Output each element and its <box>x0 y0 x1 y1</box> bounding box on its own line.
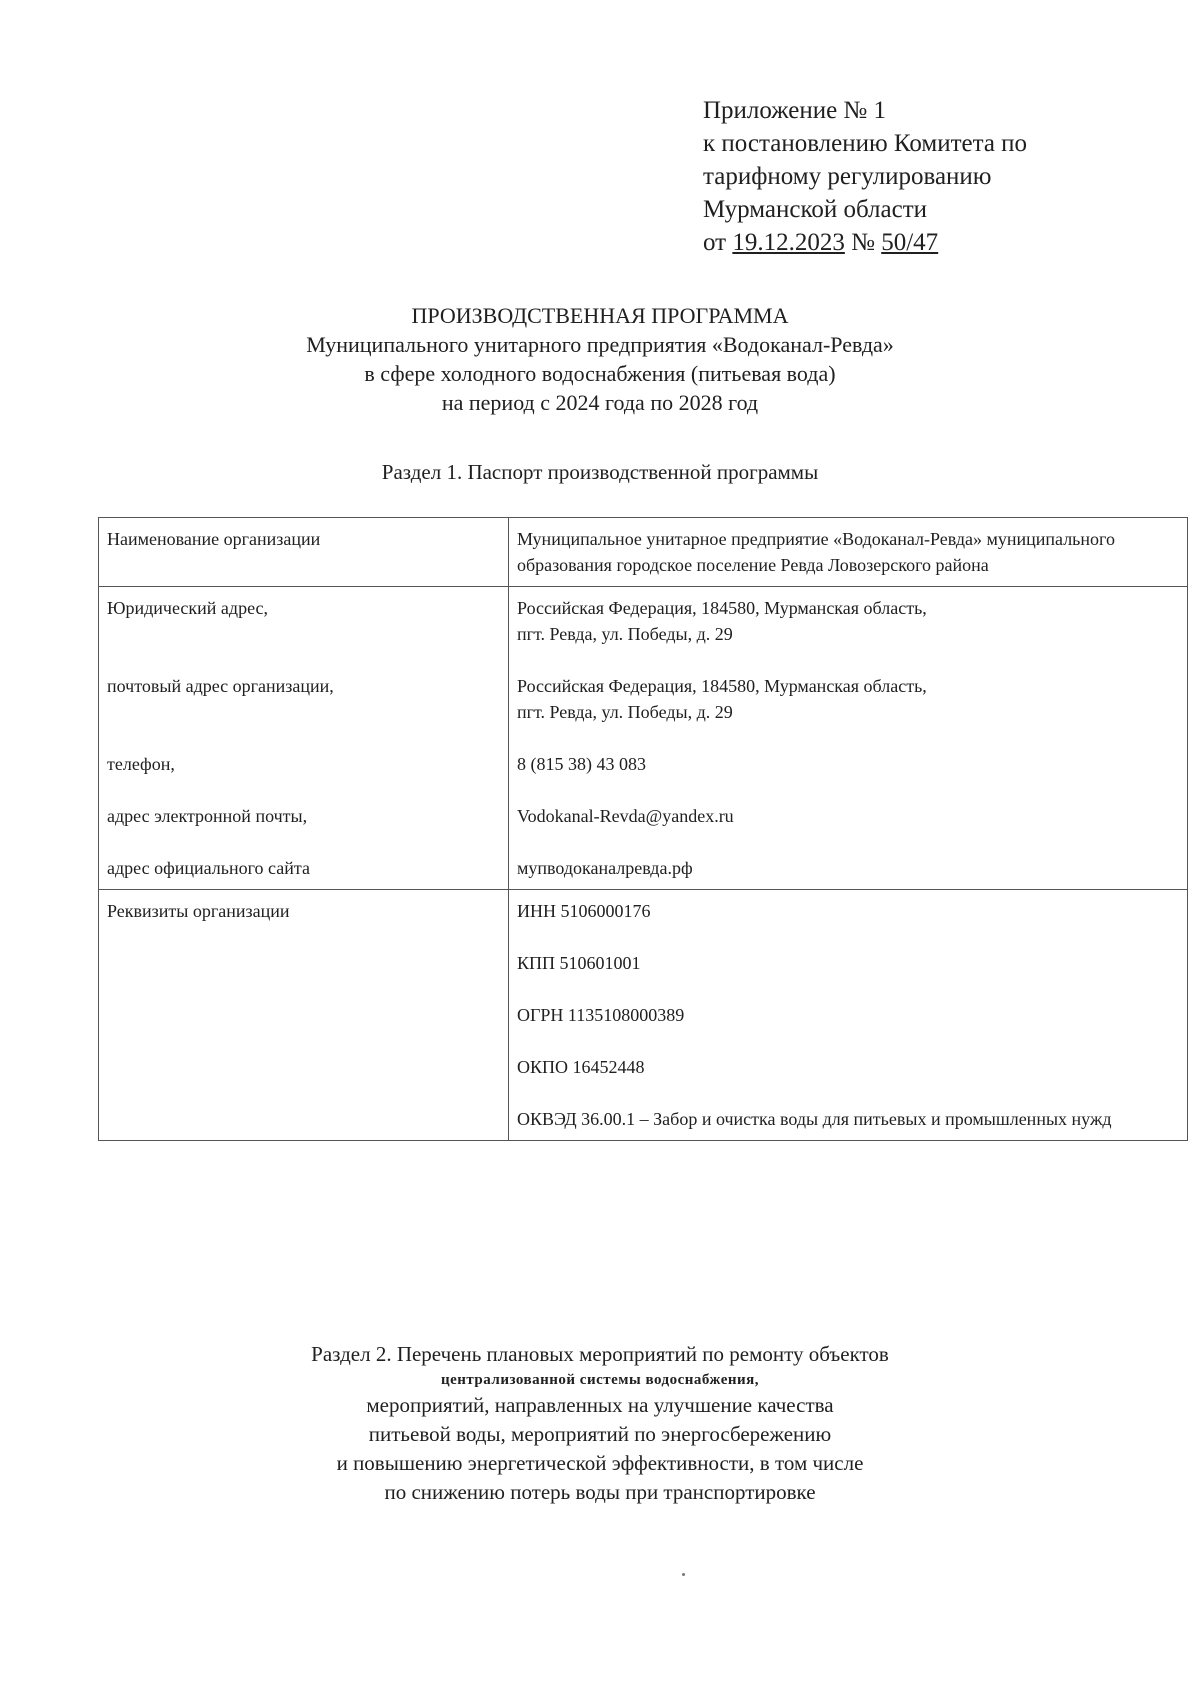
postal-address-label: почтовый адрес организации, <box>107 676 334 696</box>
kpp-value: КПП 510601001 <box>517 953 641 973</box>
table-row <box>99 518 1188 587</box>
section-2-line-1: Раздел 2. Перечень плановых мероприятий по ремонту объектов <box>311 1342 889 1366</box>
legal-address-value-1: Российская Федерация, 184580, Мурманская область, <box>517 598 927 618</box>
appendix-number: 50/47 <box>881 229 939 256</box>
site-label: адрес официального сайта <box>107 858 310 878</box>
scan-speck <box>682 1573 685 1576</box>
title-line-4: на период с 2024 года по 2028 год <box>441 390 759 415</box>
postal-address-value-1: Российская Федерация, 184580, Мурманская область, <box>517 676 927 696</box>
legal-address-label: Юридический адрес, <box>107 598 268 618</box>
phone-label: телефон, <box>107 754 175 774</box>
appendix-date-line <box>703 226 1027 259</box>
legal-address-value-2: пгт. Ревда, ул. Победы, д. 29 <box>517 624 733 644</box>
appendix-header <box>703 94 1027 259</box>
appendix-line-2: к постановлению Комитета по <box>703 130 1028 157</box>
appendix-title: Приложение № 1 <box>703 97 887 124</box>
section-2-line-2: централизованной системы водоснабжения, <box>440 1372 760 1388</box>
title-line-1: ПРОИЗВОДСТВЕННАЯ ПРОГРАММА <box>411 303 789 328</box>
org-name-value: Муниципальное унитарное предприятие «Водоканал-Ревда» муниципального образования городское поселение Ревда Ловозерского района <box>509 518 1188 587</box>
title-line-2: Муниципального унитарного предприятия «Водоканал-Ревда» <box>306 332 894 357</box>
section-2-line-4: питьевой воды, мероприятий по энергосбережению <box>368 1422 832 1446</box>
number-prefix: № <box>844 229 882 256</box>
phone-value: 8 (815 38) 43 083 <box>517 754 646 774</box>
okpo-value: ОКПО 16452448 <box>517 1057 645 1077</box>
table-row <box>99 587 1188 890</box>
email-label: адрес электронной почты, <box>107 806 308 826</box>
appendix-line-3: тарифному регулированию <box>703 163 992 190</box>
org-name-label: Наименование организации <box>99 518 509 587</box>
site-value: мупводоканалревда.рф <box>517 858 693 878</box>
table-row <box>99 890 1188 1141</box>
section-2-line-3: мероприятий, направленных на улучшение качества <box>366 1393 834 1417</box>
passport-table <box>98 517 1188 1141</box>
appendix-date: 19.12.2023 <box>732 229 845 256</box>
inn-value: ИНН 5106000176 <box>517 901 651 921</box>
contacts-values <box>509 587 1188 890</box>
okved-value: ОКВЭД 36.00.1 – Забор и очистка воды для питьевых и промышленных нужд <box>517 1109 1112 1129</box>
section-2-line-6: по снижению потерь воды при транспортировке <box>384 1480 816 1504</box>
title-line-3: в сфере холодного водоснабжения (питьевая вода) <box>364 361 836 386</box>
document-title <box>0 301 1200 417</box>
requisites-values <box>509 890 1188 1141</box>
requisites-label: Реквизиты организации <box>99 890 509 1141</box>
section-2-heading <box>0 1340 1200 1507</box>
postal-address-value-2: пгт. Ревда, ул. Победы, д. 29 <box>517 702 733 722</box>
section-1-heading: Раздел 1. Паспорт производственной программы <box>381 460 819 484</box>
date-prefix: от <box>703 229 733 256</box>
email-value: Vodokanal-Revda@yandex.ru <box>517 806 734 826</box>
ogrn-value: ОГРН 1135108000389 <box>517 1005 685 1025</box>
section-2-line-5: и повышению энергетической эффективности, в том числе <box>336 1451 864 1475</box>
contacts-labels <box>99 587 509 890</box>
appendix-line-4: Мурманской области <box>703 196 928 223</box>
